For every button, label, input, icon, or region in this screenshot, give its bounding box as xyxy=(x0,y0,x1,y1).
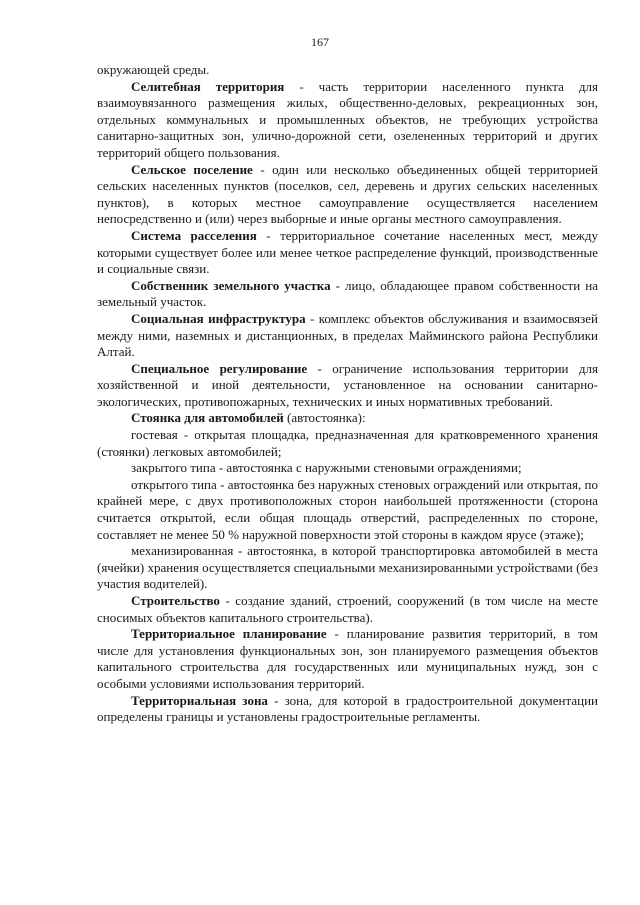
parking-mechanized xyxy=(97,543,598,593)
definition-text: - комплекс объектов обслуживания и взаимосвязей между ними, наземных и дистанционных, в пределах Майминского района Республики Алтай. xyxy=(97,310,598,360)
paragraph-text: закрытого типа - автостоянка с наружными стеновыми ограждениями; xyxy=(131,460,522,476)
term: Стоянка для автомобилей xyxy=(131,410,284,426)
page-number: 167 xyxy=(311,35,329,49)
definition-text: - ограничение использования территории для хозяйственной и иной деятельности, установленное на основании санитарно-экологических, противопожарных, технических и иных нормативных требований. xyxy=(97,360,598,409)
definition-text: - один или несколько объединенных общей территорией сельских населенных пунктов (поселков, сел, деревень и других сельских населенных пунктов), в которых местное самоуправление осуществляется населением непосредственно и (или) через выборные и иные органы местного самоуправления. xyxy=(97,161,598,227)
term: Сельское поселение xyxy=(131,161,253,177)
term: Селитебная территория xyxy=(131,78,285,94)
definition-text: - зона, для которой в градостроительной документации определены границы и установлены градостроительные регламенты. xyxy=(97,692,598,725)
definition-settlement-system xyxy=(97,228,598,278)
definition-social-infrastructure xyxy=(97,311,598,361)
definition-territorial-zone xyxy=(97,693,598,726)
definition-parking xyxy=(97,410,598,427)
definition-text: - создание зданий, строений, сооружений (в том числе на месте сносимых объектов капитального строительства). xyxy=(97,593,598,625)
parking-open xyxy=(97,477,598,543)
term: Собственник земельного участка xyxy=(131,277,331,293)
term: Территориальное планирование xyxy=(131,626,327,642)
document-body xyxy=(97,62,598,726)
definition-text: - лицо, обладающее правом собственности на земельный участок. xyxy=(97,277,598,310)
term: Социальная инфраструктура xyxy=(131,310,306,326)
paragraph-text: механизированная - автостоянка, в которой транспортировка автомобилей в места (ячейки) хранения осуществляется специальными механизированными устройствами (без участия водителей). xyxy=(97,543,598,592)
definition-seliteb-territory xyxy=(97,79,598,162)
term: Специальное регулирование xyxy=(131,360,308,376)
definition-text: (автостоянка): xyxy=(283,410,366,426)
definition-territorial-planning xyxy=(97,626,598,692)
term: Территориальная зона xyxy=(131,692,268,708)
definition-construction xyxy=(97,593,598,626)
parking-closed xyxy=(97,460,598,477)
parking-guest xyxy=(97,427,598,460)
definition-land-owner xyxy=(97,278,598,311)
paragraph-text: окружающей среды. xyxy=(97,62,210,77)
definition-rural-settlement xyxy=(97,162,598,228)
term: Система расселения xyxy=(131,227,257,243)
paragraph-text: открытого типа - автостоянка без наружных стеновых ограждений или открытая, по крайней мере, с двух противоположных сторон наибольшей протяженности (сторона считается открытой, если общая площадь отверстий, распределенных по стороне, составляет не менее 50 % наружной поверхности этой стороны в каждом ярусе (этаже); xyxy=(97,476,598,542)
paragraph-1 xyxy=(97,62,598,79)
definition-text: - планирование развития территорий, в том числе для установления функциональных зон, зон планируемого размещения объектов капитального строительства для государственных или муниципальных нужд, зон с особыми условиями использования территорий. xyxy=(97,626,598,691)
paragraph-text: гостевая - открытая площадка, предназначенная для кратковременного хранения (стоянки) легковых автомобилей; xyxy=(97,427,598,459)
term: Строительство xyxy=(131,593,220,608)
definition-text: - часть территории населенного пункта для взаимоувязанного размещения жилых, общественно-деловых, рекреационных зон, отдельных коммунальных и промышленных объектов, не требующих устройства санитарно-защитных зон, улично-дорожной сети, озелененных территорий и других территорий общего пользования. xyxy=(97,78,598,160)
definition-text: - территориальное сочетание населенных мест, между которыми существует более или менее четкое распределение функций, производственные и социальные связи. xyxy=(97,227,598,277)
definition-special-regulation xyxy=(97,361,598,411)
